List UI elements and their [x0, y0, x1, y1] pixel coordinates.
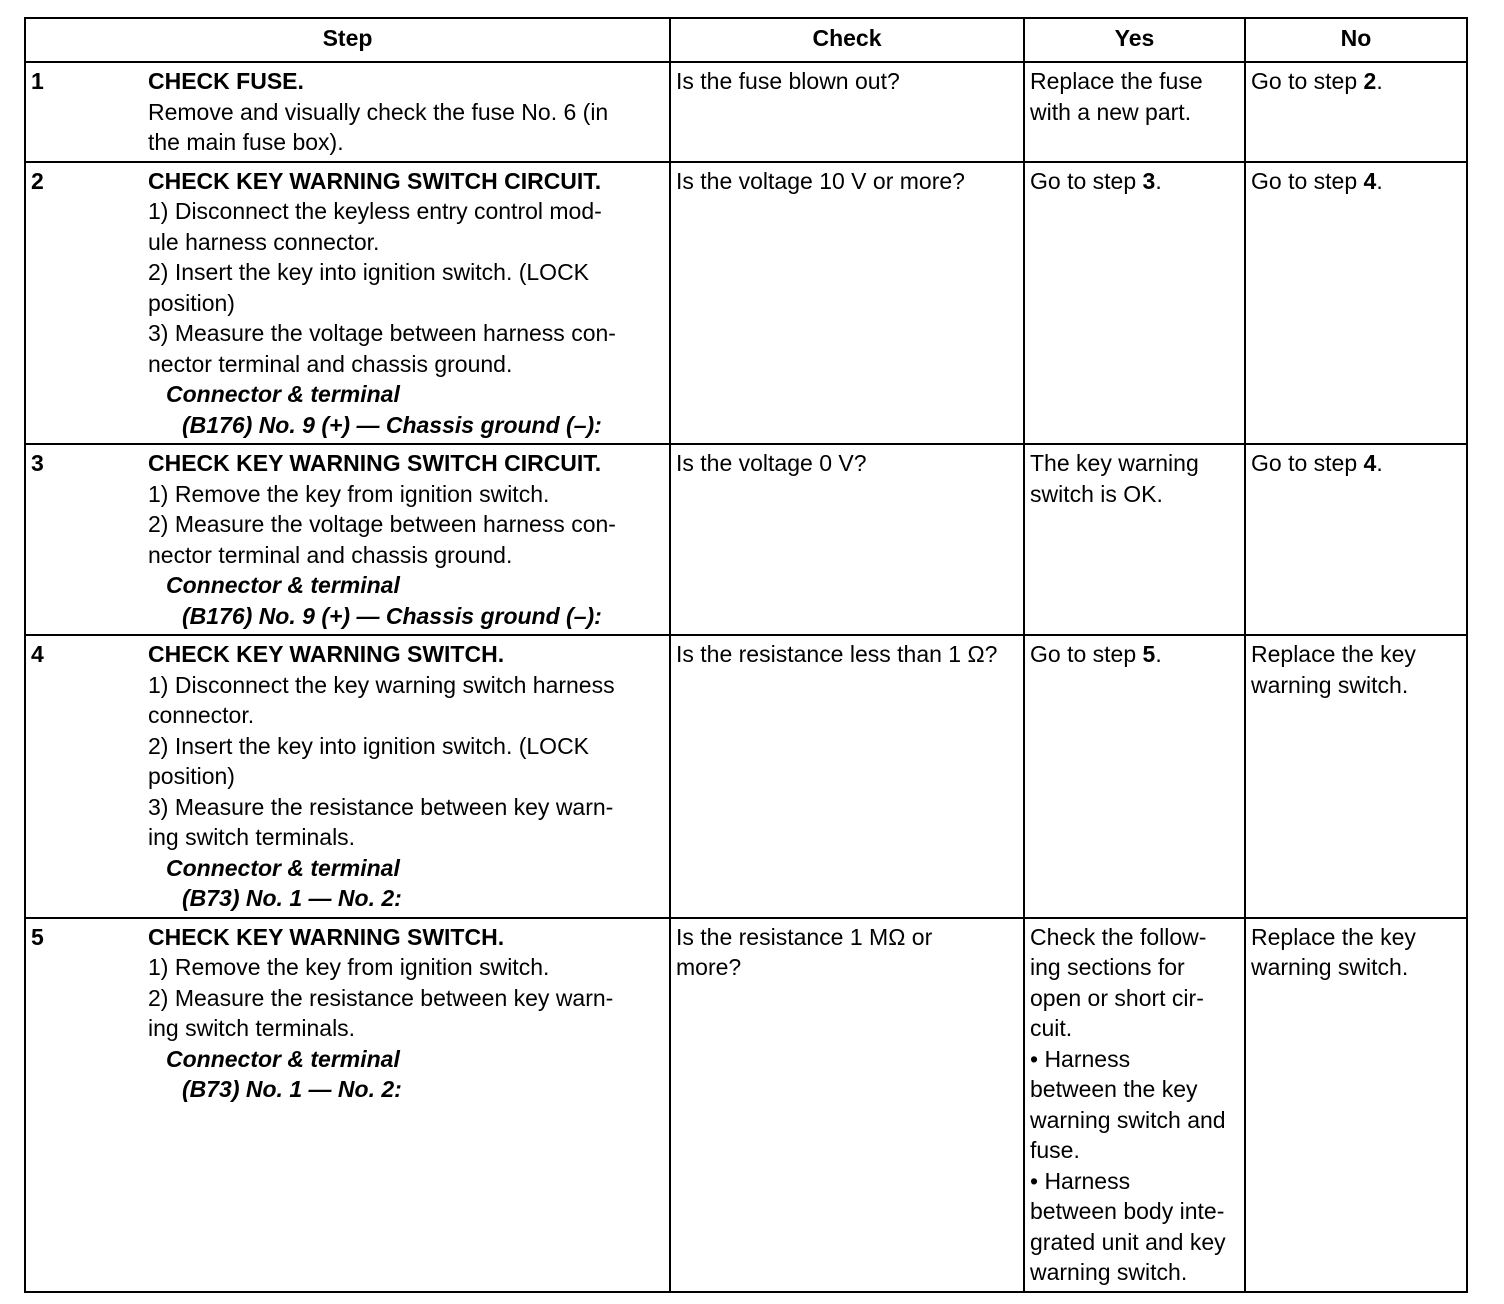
yes-cell — [1024, 62, 1245, 162]
terminal-spec: (B73) No. 1 — No. 2: — [182, 1076, 402, 1102]
no-cell — [1245, 62, 1467, 162]
yes-line: with a new part. — [1030, 98, 1192, 125]
no-text: Go to step — [1251, 167, 1364, 194]
step-line: 3) Measure the voltage between harness con- — [148, 320, 616, 346]
terminal-spec: (B176) No. 9 (+) — Chassis ground (–): — [182, 411, 602, 438]
yes-line: fuse. — [1030, 1137, 1080, 1163]
no-step-ref: 2 — [1363, 68, 1377, 94]
header-check: Check — [670, 18, 1024, 62]
step-line: 3) Measure the resistance between key warn- — [148, 793, 614, 820]
yes-line: between body inte- — [1030, 1198, 1225, 1224]
no-line: Replace the key — [1251, 641, 1416, 667]
yes-line: ing sections for — [1030, 954, 1185, 980]
step-title: CHECK KEY WARNING SWITCH. — [148, 923, 505, 950]
yes-line: • Harness — [1030, 1045, 1131, 1072]
step-line: nector terminal and chassis ground. — [148, 541, 513, 568]
yes-line: The key warning — [1030, 450, 1199, 476]
terminal-spec: (B176) No. 9 (+) — Chassis ground (–): — [182, 602, 602, 629]
no-cell — [1245, 162, 1467, 445]
table-row — [25, 635, 1467, 918]
check-cell: Is the voltage 0 V? — [670, 444, 1024, 635]
step-cell — [143, 162, 670, 445]
check-line: more? — [676, 954, 742, 980]
yes-text: Go to step — [1030, 167, 1143, 194]
yes-line: • Harness — [1030, 1167, 1131, 1194]
step-line: 1) Disconnect the key warning switch harness — [148, 671, 615, 698]
no-period: . — [1376, 167, 1383, 194]
step-number: 2 — [25, 162, 143, 445]
step-line: 2) Measure the voltage between harness con- — [148, 511, 616, 537]
terminal-spec: (B73) No. 1 — No. 2: — [182, 885, 402, 911]
step-title: CHECK KEY WARNING SWITCH. — [148, 641, 505, 667]
yes-line: warning switch and — [1030, 1106, 1226, 1133]
no-line: warning switch. — [1251, 954, 1409, 980]
step-number: 4 — [25, 635, 143, 918]
connector-label: Connector & terminal — [166, 854, 400, 881]
no-line: warning switch. — [1251, 671, 1409, 698]
no-cell — [1245, 918, 1467, 1292]
table-row — [25, 444, 1467, 635]
no-text: Go to step — [1251, 450, 1364, 476]
yes-step-ref: 5 — [1142, 641, 1156, 667]
yes-step-ref: 3 — [1142, 167, 1156, 194]
step-title: CHECK KEY WARNING SWITCH CIRCUIT. — [148, 167, 602, 194]
step-number: 3 — [25, 444, 143, 635]
step-cell — [143, 444, 670, 635]
step-line: Remove and visually check the fuse No. 6 (in — [148, 98, 609, 125]
yes-cell — [1024, 635, 1245, 918]
step-line: connector. — [148, 702, 255, 728]
no-period: . — [1376, 450, 1383, 476]
connector-label: Connector & terminal — [166, 572, 400, 598]
header-yes: Yes — [1024, 18, 1245, 62]
yes-cell — [1024, 162, 1245, 445]
step-number: 5 — [25, 918, 143, 1292]
yes-line: Check the follow- — [1030, 923, 1207, 950]
step-cell — [143, 918, 670, 1292]
step-line: 2) Insert the key into ignition switch. (LOCK — [148, 259, 590, 285]
yes-text: Go to step — [1030, 641, 1143, 667]
step-line: the main fuse box). — [148, 129, 344, 155]
table-row — [25, 62, 1467, 162]
yes-cell — [1024, 918, 1245, 1292]
no-line: Replace the key — [1251, 923, 1416, 950]
yes-line: Replace the fuse — [1030, 68, 1203, 94]
no-step-ref: 4 — [1363, 450, 1377, 476]
yes-period: . — [1155, 167, 1162, 194]
step-cell — [143, 635, 670, 918]
check-cell: Is the resistance less than 1 Ω? — [670, 635, 1024, 918]
no-cell — [1245, 444, 1467, 635]
step-line: position) — [148, 289, 235, 316]
no-step-ref: 4 — [1363, 167, 1377, 194]
step-line: 2) Measure the resistance between key warn- — [148, 984, 614, 1011]
yes-line: switch is OK. — [1030, 480, 1163, 507]
table-row — [25, 162, 1467, 445]
step-line: 1) Remove the key from ignition switch. — [148, 954, 550, 980]
step-line: ing switch terminals. — [148, 824, 356, 850]
header-no: No — [1245, 18, 1467, 62]
check-cell — [670, 918, 1024, 1292]
yes-line: between the key — [1030, 1076, 1198, 1102]
step-line: 1) Remove the key from ignition switch. — [148, 480, 550, 507]
check-cell: Is the fuse blown out? — [670, 62, 1024, 162]
step-line: position) — [148, 763, 235, 789]
table-row — [25, 918, 1467, 1292]
connector-label: Connector & terminal — [166, 1045, 400, 1072]
no-text: Go to step — [1251, 68, 1364, 94]
header-row — [25, 18, 1467, 62]
yes-line: cuit. — [1030, 1015, 1073, 1041]
check-line: Is the resistance 1 MΩ or — [676, 923, 933, 950]
yes-line: open or short cir- — [1030, 984, 1204, 1011]
connector-label: Connector & terminal — [166, 381, 400, 407]
step-title: CHECK KEY WARNING SWITCH CIRCUIT. — [148, 450, 602, 476]
check-cell: Is the voltage 10 V or more? — [670, 162, 1024, 445]
step-cell — [143, 62, 670, 162]
step-line: 2) Insert the key into ignition switch. (LOCK — [148, 732, 590, 759]
step-title: CHECK FUSE. — [148, 68, 304, 94]
diagnostic-table — [24, 17, 1468, 1293]
no-cell — [1245, 635, 1467, 918]
step-line: 1) Disconnect the keyless entry control mod- — [148, 198, 602, 224]
step-line: ing switch terminals. — [148, 1015, 356, 1041]
header-step: Step — [25, 18, 670, 62]
step-line: nector terminal and chassis ground. — [148, 350, 513, 377]
step-line: ule harness connector. — [148, 228, 380, 255]
yes-line: warning switch. — [1030, 1259, 1188, 1285]
yes-cell — [1024, 444, 1245, 635]
step-number: 1 — [25, 62, 143, 162]
no-period: . — [1376, 68, 1383, 94]
yes-period: . — [1155, 641, 1162, 667]
yes-line: grated unit and key — [1030, 1228, 1226, 1255]
